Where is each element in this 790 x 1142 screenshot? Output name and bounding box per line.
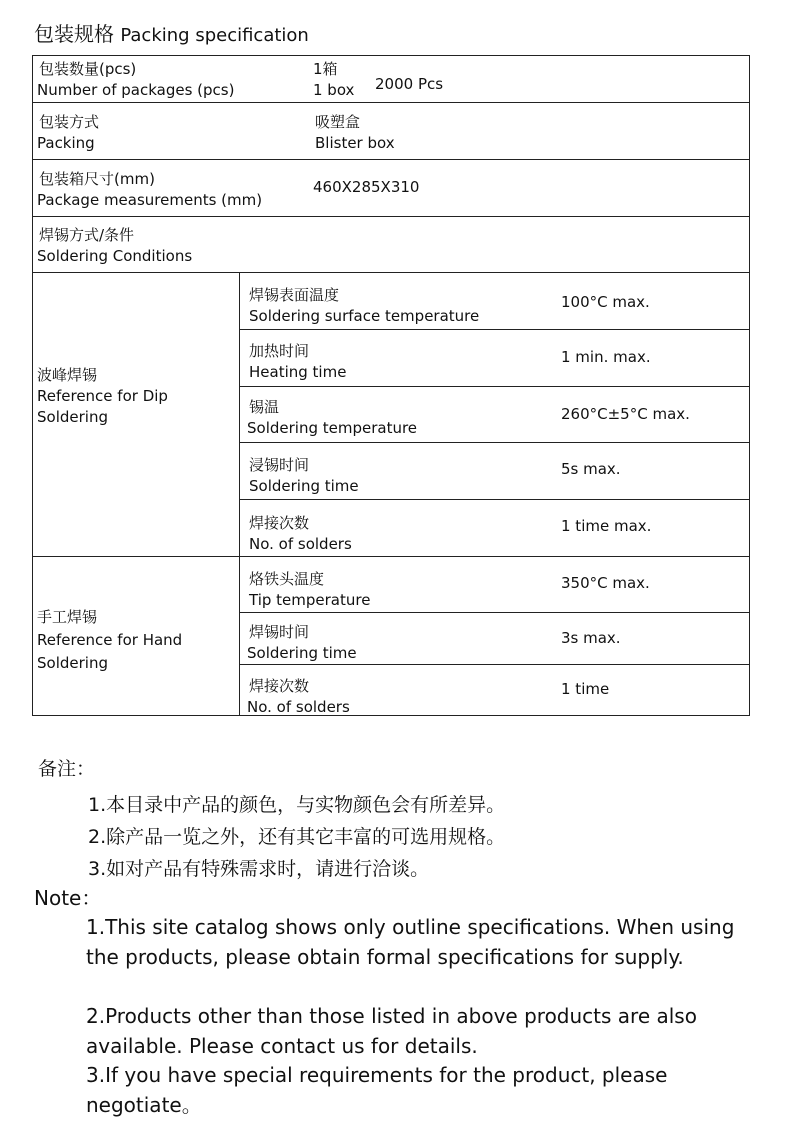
dip-item-cn: 焊锡表面温度 (249, 286, 340, 304)
hand-item-cn: 焊锡时间 (249, 623, 310, 641)
note-cn-item: 2.除产品一览之外，还有其它丰富的可选用规格。 (88, 826, 506, 848)
packing-label-cn: 包装方式 (39, 113, 100, 131)
notes-en-heading: Note： (34, 886, 102, 910)
subrow-divider (239, 329, 749, 330)
row-divider (33, 159, 749, 160)
dip-label-cn: 波峰焊锡 (37, 366, 98, 384)
note-cn-item: 3.如对产品有特殊需求时，请进行洽谈。 (88, 858, 430, 880)
page-title (34, 18, 309, 47)
row-divider (33, 102, 749, 103)
row-divider (33, 272, 749, 273)
measure-label-en: Package measurements (mm) (37, 191, 263, 209)
dip-item-cn: 加热时间 (249, 342, 310, 360)
dip-item-value: 260°C±5°C max. (561, 405, 690, 423)
dip-item-en: Heating time (249, 363, 347, 381)
dip-item-value: 1 time max. (561, 517, 652, 535)
spec-table (32, 55, 750, 716)
dip-item-value: 100°C max. (561, 293, 650, 311)
subrow-divider (239, 442, 749, 443)
hand-label-cn: 手工焊锡 (37, 608, 98, 626)
soldering-label-cn: 焊锡方式/条件 (39, 226, 135, 244)
subrow-divider (239, 499, 749, 500)
hand-item-cn: 焊接次数 (249, 677, 310, 695)
qty-value-cn: 1箱 (313, 60, 338, 78)
note-en-item: 1.This site catalog shows only outline specifications. When using the products, please obtain formal specifications for supply. (86, 915, 735, 969)
subrow-divider (239, 386, 749, 387)
hand-label-en-2: Soldering (37, 654, 108, 672)
hand-item-value: 3s max. (561, 629, 621, 647)
soldering-label-en: Soldering Conditions (37, 247, 193, 265)
packing-value-en: Blister box (315, 134, 395, 152)
notes-cn-heading: 备注： (38, 758, 96, 780)
qty-value-en: 1 box (313, 81, 355, 99)
dip-label-en-2: Soldering (37, 408, 108, 426)
subrow-divider (239, 612, 749, 613)
note-en-item: 2.Products other than those listed in above products are also available. Please contact us for details. (86, 1004, 697, 1058)
hand-item-value: 1 time (561, 680, 610, 698)
note-en-item: 3.If you have special requirements for the product, please negotiate。 (86, 1063, 668, 1117)
title-cn: 包装规格 (34, 22, 114, 46)
column-divider (239, 272, 240, 715)
hand-item-value: 350°C max. (561, 574, 650, 592)
dip-item-en: Soldering temperature (247, 419, 418, 437)
dip-label-en-1: Reference for Dip (37, 387, 168, 405)
dip-item-cn: 焊接次数 (249, 514, 310, 532)
dip-item-value: 1 min. max. (561, 348, 651, 366)
hand-label-en-1: Reference for Hand (37, 631, 183, 649)
row-divider (33, 216, 749, 217)
qty-label-en: Number of packages (pcs) (37, 81, 235, 99)
dip-item-cn: 浸锡时间 (249, 456, 310, 474)
hand-item-en: Soldering time (247, 644, 357, 662)
qty-label-cn: 包装数量(pcs) (39, 60, 137, 78)
row-divider (33, 556, 749, 557)
dip-item-cn: 锡温 (249, 398, 280, 416)
measure-value: 460X285X310 (313, 178, 420, 196)
dip-item-value: 5s max. (561, 460, 621, 478)
subrow-divider (239, 664, 749, 665)
packing-label-en: Packing (37, 134, 95, 152)
dip-item-en: Soldering surface temperature (249, 307, 480, 325)
dip-item-en: No. of solders (249, 535, 352, 553)
packing-value-cn: 吸塑盒 (315, 113, 361, 131)
dip-item-en: Soldering time (249, 477, 359, 495)
hand-item-en: No. of solders (247, 698, 350, 716)
qty-value-extra: 2000 Pcs (375, 75, 444, 93)
hand-item-en: Tip temperature (249, 591, 371, 609)
measure-label-cn: 包装箱尺寸(mm) (39, 170, 155, 188)
title-en: Packing specification (120, 25, 309, 46)
note-cn-item: 1.本目录中产品的颜色，与实物颜色会有所差异。 (88, 794, 506, 816)
hand-item-cn: 烙铁头温度 (249, 570, 325, 588)
